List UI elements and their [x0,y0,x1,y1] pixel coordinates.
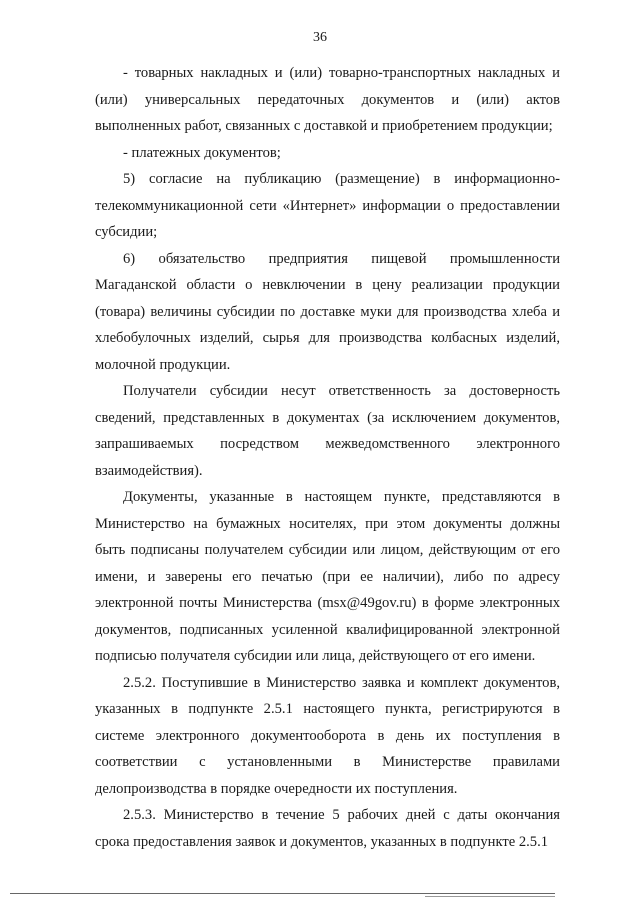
scan-edge-line [10,893,555,894]
paragraph-item-6-obligation: 6) обязательство предприятия пищевой промышленности Магаданской области о невключении в цену реализации продукции (товара) величины субсидии по доставке муки для производства хлеба и хлебобулочных изделий, сырья для производства колбасных изделий, молочной продукции. [95,250,560,373]
paragraph-waybills: - товарных накладных и (или) товарно-транспортных накладных и (или) универсальных передаточных документов и (или) актов выполненных работ, связанных с доставкой и приобретением продукции; [95,65,560,134]
page-number: 36 [313,30,327,45]
paragraph-2-5-2: 2.5.2. Поступившие в Министерство заявка и комплект документов, указанных в подпункте 2.5.1 настоящего пункта, регистрируются в системе электронного документооборота в день их поступления в соответствии с установленными в Министерстве правилами делопроизводства в порядке очередности их поступления. [95,674,560,797]
paragraph-payment-documents: - платежных документов; [123,144,281,161]
paragraph-documents-submission: Документы, указанные в настоящем пункте, представляются в Министерство на бумажных носителях, при этом документы должны быть подписаны получателем субсидии или лицом, действующим от его имени, и заверены его печатью (при ее наличии), либо по адресу электронной почты Министерства (msx@49gov.ru) в форме электронных документов, подписанных усиленной квалифицированной электронной подписью получателя субсидии или лица, действующего от его имени. [95,489,560,664]
paragraph-item-5-consent: 5) согласие на публикацию (размещение) в информационно-телекоммуникационной сети «Интернет» информации о предоставлении субсидии; [95,171,560,240]
document-body [95,60,560,855]
paragraph-responsibility: Получатели субсидии несут ответственность за достоверность сведений, представленных в документах (за исключением документов, запрашиваемых посредством межведомственного электронного взаимодействия). [95,383,560,479]
scan-edge-line-secondary [425,896,555,897]
paragraph-2-5-3: 2.5.3. Министерство в течение 5 рабочих дней с даты окончания срока предоставления заявок и документов, указанных в подпункте 2.5.1 [95,807,560,850]
